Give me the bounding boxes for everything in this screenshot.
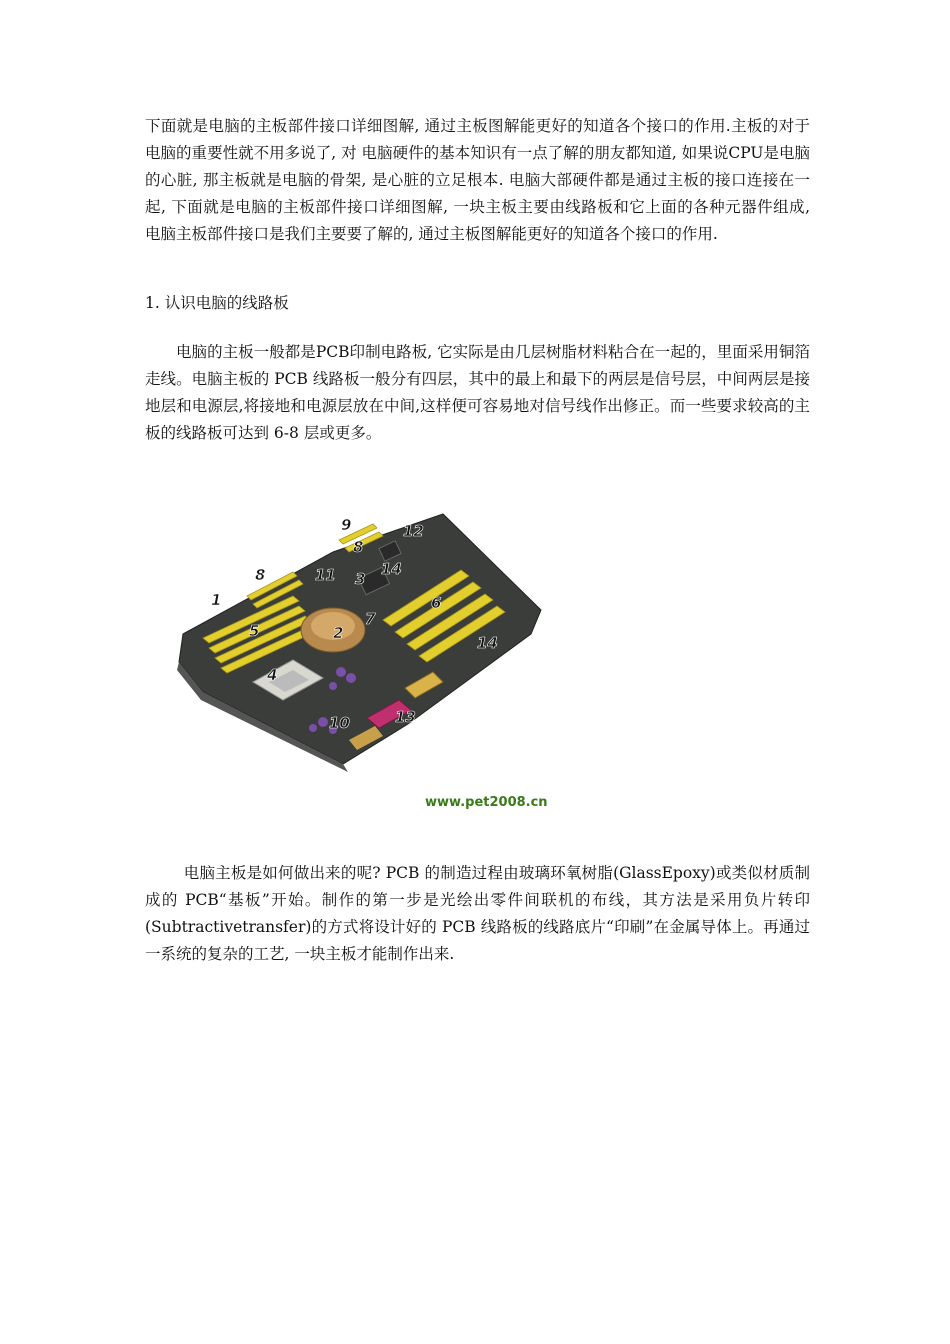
label-7: 7 (365, 610, 376, 628)
label-9: 9 (341, 516, 352, 534)
watermark-text: www.pet2008.cn (425, 795, 548, 810)
motherboard-illustration (143, 492, 573, 814)
label-8a: 8 (255, 566, 266, 584)
label-10: 10 (329, 714, 350, 732)
label-14a: 14 (381, 560, 402, 578)
manufacturing-paragraph: 电脑主板是如何做出来的呢? PCB 的制造过程由玻璃环氧树脂(GlassEpoxy)或类似材质制成的 PCB“基板”开始。制作的第一步是光绘出零件间联机的布线，其方法是采用负片转印(Subtractivetransfer)的方式将设计好的 PCB 线路板的线路底片“印刷”在金属导体上。再通过一系统的复杂的工艺, 一块主板才能制作出来. (145, 864, 810, 963)
label-13: 13 (395, 708, 416, 726)
pcb-paragraph: 电脑的主板一般都是PCB印制电路板, 它实际是由几层树脂材料粘合在一起的，里面采用铜箔走线。电脑主板的 PCB 线路板一般分有四层，其中的最上和最下的两层是信号层，中间两层是接地层和电源层,将接地和电源层放在中间,这样便可容易地对信号线作出修正。而一些要求较高的主板的线路板可达到 6-8 层或更多。 (145, 343, 810, 442)
label-1: 1 (211, 591, 222, 609)
label-11: 11 (315, 566, 336, 584)
label-5: 5 (249, 622, 260, 640)
label-8b: 8 (353, 538, 364, 556)
section-heading: 1. 认识电脑的线路板 (145, 294, 289, 312)
intro-paragraph: 下面就是电脑的主板部件接口详细图解, 通过主板图解能更好的知道各个接口的作用.主板的对于电脑的重要性就不用多说了, 对 电脑硬件的基本知识有一点了解的朋友都知道, 如果说CPU是电脑的心脏, 那主板就是电脑的骨架, 是心脏的立足根本. 电脑大部硬件都是通过主板的接口连接在一起, 下面就是电脑的主板部件接口详细图解, 一块主板主要由线路板和它上面的各种元器件组成, 电脑主板部件接口是我们主要要了解的, 通过主板图解能更好的知道各个接口的作用. (145, 117, 810, 243)
motherboard-figure (143, 492, 573, 814)
label-6: 6 (431, 594, 442, 612)
label-4: 4 (267, 666, 278, 684)
label-12: 12 (403, 522, 424, 540)
label-14b: 14 (477, 634, 498, 652)
label-3: 3 (355, 570, 366, 588)
label-2: 2 (333, 624, 344, 642)
